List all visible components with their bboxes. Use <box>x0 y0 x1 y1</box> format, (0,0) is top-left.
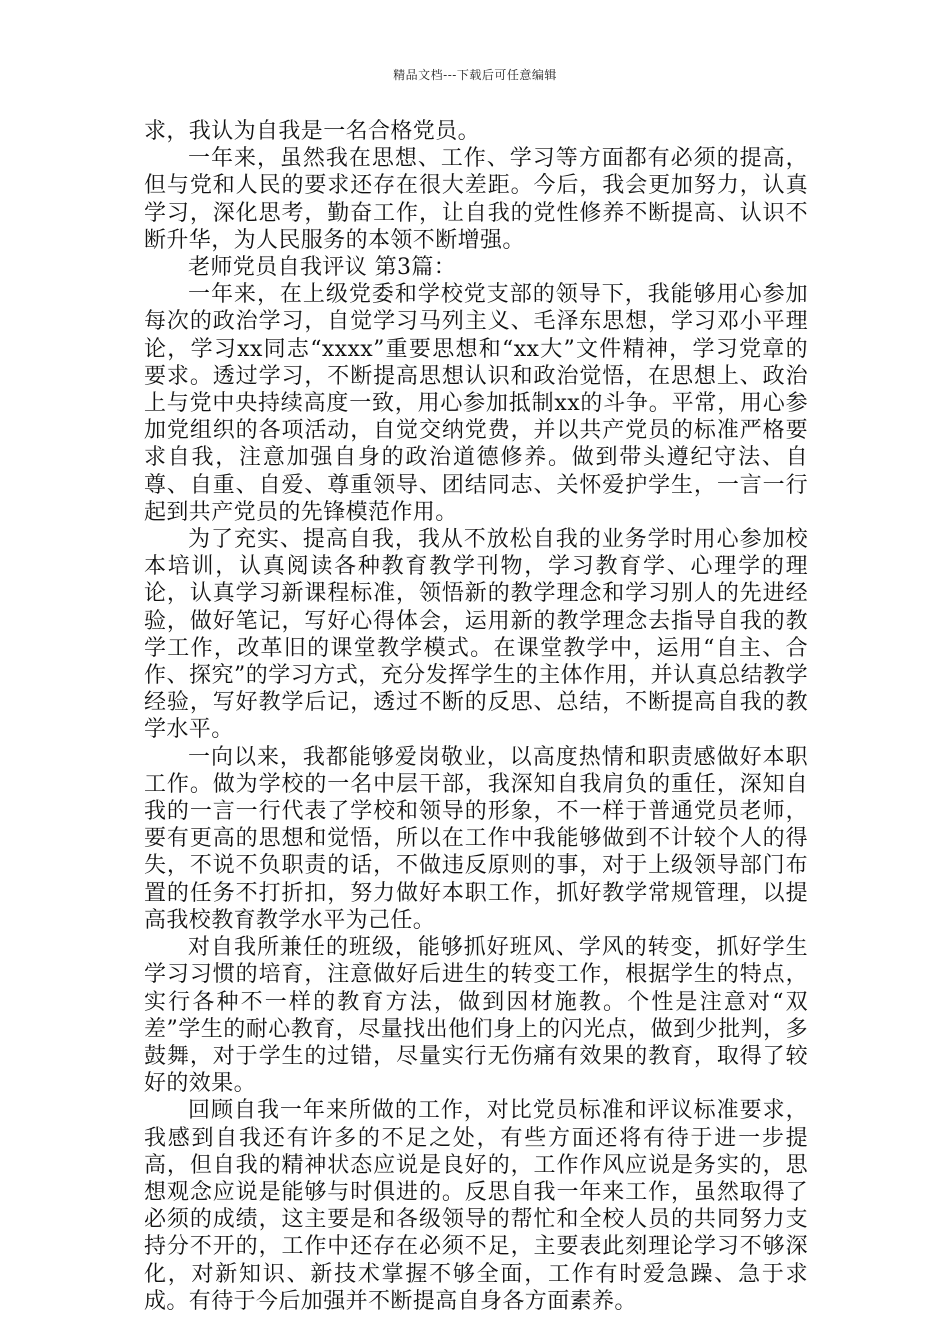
page-header: 精品文档---下载后可任意编辑 <box>393 68 557 82</box>
paragraph-continuation: 求，我认为自我是一名合格党员。 <box>144 119 481 144</box>
paragraph: 回顾自我一年来所做的工作，对比党员标准和评议标准要求，我感到自我还有许多的不足之处，有些方面还将有待于进一步提高，但自我的精神状态应说是良好的，工作作风应说是务实的，思想观念应说是能够与时俱进的。反思自我一年来工作，虽然取得了必须的成绩，这主要是和各级领导的帮忙和全校人员的共同努力支持分不开的，工作中还存在必须不足，主要表此刻理论学习不够深化，对新知识、新技术掌握不够全面，工作有时爱急躁、急于求成。有待于今后加强并不断提高自身各方面素养。 <box>144 1098 808 1314</box>
section-heading: 老师党员自我评议 第3篇： <box>188 255 457 281</box>
paragraph: 为了充实、提高自我，我从不放松自我的业务学时用心参加校本培训，认真阅读各种教育教学刊物，学习教育学、心理学的理论，认真学习新课程标准，领悟新的教学理念和学习别人的先进经验，做好笔记，写好心得体会，运用新的教学理念去指导自我的教学工作，改革旧的课堂教学模式。在课堂教学中，运用“自主、合作、探究”的学习方式，充分发挥学生的主体作用，并认真总结教学经验，写好教学后记，透过不断的反思、总结，不断提高自我的教学水平。 <box>144 527 808 743</box>
paragraph: 一年来，虽然我在思想、工作、学习等方面都有必须的提高，但与党和人民的要求还存在很大差距。今后，我会更加努力，认真学习，深化思考，勤奋工作，让自我的党性修养不断提高、认识不断升华，为人民服务的本领不断增强。 <box>144 146 808 253</box>
document-body <box>144 118 808 1315</box>
paragraph: 一年来，在上级党委和学校党支部的领导下，我能够用心参加每次的政治学习，自觉学习马列主义、毛泽东思想，学习邓小平理论，学习xx同志“xxxx”重要思想和“xx大”文件精神，学习党章的要求。透过学习，不断提高思想认识和政治觉悟，在思想上、政治上与党中央持续高度一致，用心参加抵制xx的斗争。平常，用心参加党组织的各项活动，自觉交纳党费，并以共产党员的标准严格要求自我，注意加强自身的政治道德修养。做到带头遵纪守法、自尊、自重、自爱、尊重领导、团结同志、关怀爱护学生，一言一行起到共产党员的先锋模范作用。 <box>144 282 808 525</box>
paragraph: 对自我所兼任的班级，能够抓好班风、学风的转变，抓好学生学习习惯的培育，注意做好后进生的转变工作，根据学生的特点，实行各种不一样的教育方法，做到因材施教。个性是注意对“双差”学生的耐心教育，尽量找出他们身上的闪光点，做到少批判，多鼓舞，对于学生的过错，尽量实行无伤痛有效果的教育，取得了较好的效果。 <box>144 935 808 1097</box>
paragraph: 一向以来，我都能够爱岗敬业，以高度热情和职责感做好本职工作。做为学校的一名中层干部，我深知自我肩负的重任，深知自我的一言一行代表了学校和领导的形象，不一样于普通党员老师，要有更高的思想和觉悟，所以在工作中我能够做到不计较个人的得失，不说不负职责的话，不做违反原则的事，对于上级领导部门布置的任务不打折扣，努力做好本职工作，抓好教学常规管理，以提高我校教育教学水平为己任。 <box>144 744 808 933</box>
